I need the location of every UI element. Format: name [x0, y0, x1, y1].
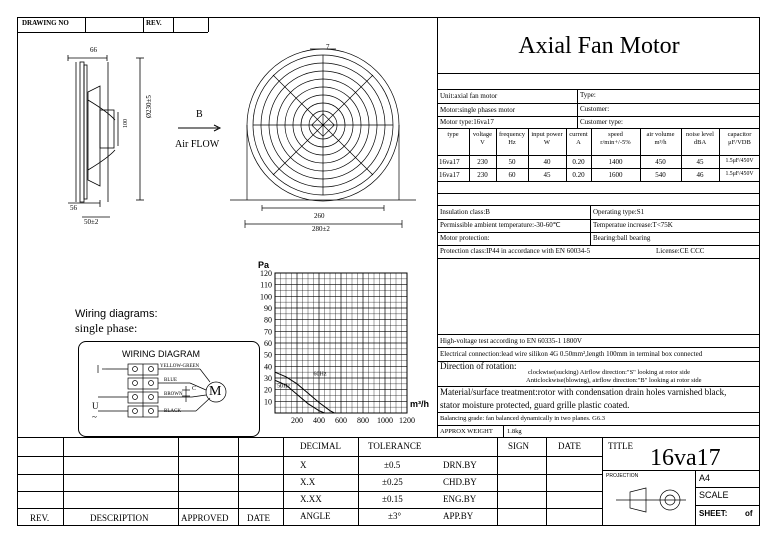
weight-value: 1.8kg [507, 428, 522, 435]
dim-50: 50±2 [84, 218, 99, 226]
spec-cell: 230 [477, 158, 488, 166]
wiring-diagram-title: WIRING DIAGRAM [122, 349, 200, 359]
airflow-b: B [196, 109, 203, 120]
spec-cell: 540 [655, 171, 666, 179]
x-tick-label: 200 [291, 416, 303, 425]
rev-column: REV. [30, 513, 50, 523]
sheet-label: SHEET: [699, 509, 728, 518]
spec-col-header: voltage V [472, 131, 493, 147]
unit-label: Unit:axial fan motor [440, 92, 498, 100]
protection: Motor protection: [440, 234, 490, 242]
wiring-heading-2: single phase: [75, 321, 138, 335]
y-tick-label: 10 [264, 397, 272, 407]
operating: Operating type:S1 [593, 208, 645, 216]
electrical: Electrical connection:lead wire silikon 4G 0.50mm²,length 100mm in terminal box connected [440, 350, 703, 358]
supply-tilde: ~ [92, 412, 97, 422]
date-header: DATE [558, 441, 581, 451]
x-axis-label: m³/h [410, 399, 429, 409]
drn-by: DRN.BY [443, 460, 477, 470]
rotation-ccw: Anticlockwise(blowing), airflow direction:"B" looking ai rotor side [526, 377, 702, 384]
customer-type-label: Customer type: [580, 118, 623, 126]
tol-angle: ±3° [388, 511, 402, 521]
spec-cell: 60 [508, 171, 516, 179]
insulation: Insulation class:B [440, 208, 490, 216]
tolerance-header: TOLERANCE [368, 441, 422, 451]
spec-col-header: noise level dBA [686, 131, 714, 147]
hv-test: High-voltage test according to EN 60335-1 1800V [440, 337, 582, 345]
spec-cell: 16va17 [439, 158, 460, 166]
page-title: Axial Fan Motor [518, 33, 680, 59]
balancing: Balancing grade: fan balanced dynamically in two planes. G6.3 [440, 415, 605, 422]
y-tick-label: 30 [264, 374, 272, 383]
spec-cell: 45 [543, 171, 551, 179]
motor-m: M [209, 384, 222, 399]
spec-col-header: current A [569, 131, 588, 147]
spec-col-header: speed r/min+/-5% [600, 131, 631, 147]
title-label: TITLE [608, 441, 633, 451]
spec-col-header: frequency Hz [499, 131, 525, 147]
dec-angle: ANGLE [300, 511, 331, 521]
license: License:CE CCC [656, 247, 705, 255]
approved-column: APPROVED [181, 513, 229, 523]
tol-xx: ±0.25 [382, 477, 403, 487]
x-tick-label: 600 [335, 416, 347, 425]
wire-yellow-green: YELLOW-GREEN [160, 364, 200, 369]
weight-label: APPROX WEIGHT [440, 428, 493, 435]
y-tick-label: 110 [260, 280, 272, 290]
spec-col-header: input power W [531, 131, 563, 147]
x-tick-label: 1000 [377, 416, 393, 425]
spec-col-header: type [447, 131, 459, 138]
dim-7: 7 [326, 43, 330, 51]
customer-label: Customer: [580, 105, 610, 113]
spec-cell: 230 [477, 171, 488, 179]
spec-cell: 1.5μF/450V [725, 158, 754, 164]
model-number: 16va17 [650, 445, 721, 471]
description-column: DESCRIPTION [90, 513, 149, 523]
x-tick-label: 400 [313, 416, 325, 425]
spec-cell: 50 [508, 158, 516, 166]
tol-x: ±0.5 [384, 460, 401, 470]
spec-cell: 1.5μF/450V [725, 171, 754, 177]
wire-blue: BLUE [164, 378, 178, 383]
sign-header: SIGN [508, 441, 530, 451]
spec-cell: 16va17 [439, 171, 460, 179]
dec-xxx: X.XX [300, 494, 322, 504]
y-tick-label: 120 [260, 269, 272, 278]
x-tick-label: 1200 [399, 416, 415, 425]
sheet-of: of [745, 509, 753, 518]
dim-66: 66 [90, 46, 97, 54]
y-tick-label: 100 [260, 292, 272, 302]
decimal-header: DECIMAL [300, 441, 341, 451]
series-label: 50Hz [277, 383, 291, 390]
projection-label: PROJECTION [606, 473, 639, 479]
wiring-heading-1: Wiring diagrams: [75, 308, 158, 320]
dim-280: 280±2 [312, 225, 330, 233]
y-tick-label: 50 [264, 350, 272, 360]
rev-label: REV. [146, 19, 162, 27]
ambient: Permissible ambient temperature:-30-60℃ [440, 221, 561, 229]
y-tick-label: 80 [264, 315, 272, 325]
spec-cell: 450 [655, 158, 666, 166]
material-1: Material/surface treatment:rotor with condensation drain holes varnished black, [440, 387, 727, 397]
spec-cell: 1600 [608, 171, 623, 179]
spec-col-header: capacitor μF/VDB [727, 131, 752, 147]
drawing-no-label: DRAWING NO [22, 19, 69, 27]
spec-cell: 45 [696, 158, 704, 166]
dec-xx: X.X [300, 477, 316, 487]
type-label: Type: [580, 91, 596, 99]
paper-size: A4 [699, 473, 711, 483]
dim-260: 260 [314, 212, 325, 220]
spec-col-header: air volume m³/h [646, 131, 675, 147]
dim-100: 100 [123, 119, 129, 128]
y-tick-label: 70 [264, 327, 272, 337]
app-by: APP.BY [443, 511, 474, 521]
y-tick-label: 40 [264, 362, 272, 372]
eng-by: ENG.BY [443, 494, 477, 504]
y-axis-label: Pa [258, 260, 270, 270]
scale-label: SCALE [699, 490, 729, 500]
spec-cell: 46 [696, 171, 704, 179]
spec-cell: 0.20 [572, 158, 585, 166]
series-label: 60Hz [313, 371, 327, 378]
motor-type-label: Motor type:16va17 [440, 118, 494, 126]
dec-x: X [300, 460, 307, 470]
motor-label: Motor:single phases motor [440, 106, 516, 114]
wire-black: BLACK [164, 409, 181, 414]
x-tick-label: 800 [357, 416, 369, 425]
bearing: Bearing:ball bearing [593, 234, 651, 242]
tol-xxx: ±0.15 [382, 494, 403, 504]
rotation-cw: clockwise(sucking) Airflow direction:"S" looking at rotor side [528, 369, 690, 376]
spec-cell: 0.20 [572, 171, 585, 179]
protection-class: Protection class:IP44 in accordance with EN 60034-5 [440, 247, 591, 255]
wire-brown: BROWN [164, 392, 183, 397]
y-tick-label: 60 [264, 339, 272, 348]
y-tick-label: 20 [264, 385, 272, 395]
spec-cell: 40 [543, 158, 551, 166]
airflow-label: Air FLOW [175, 139, 220, 150]
spec-cell: 1400 [608, 158, 623, 166]
chd-by: CHD.BY [443, 477, 477, 487]
temp-increase: Temperatue increase:T<75K [593, 221, 673, 229]
supply-u: U [92, 401, 99, 411]
rotation-title: Direction of rotation: [440, 361, 517, 371]
dim-230: Ø230±5 [145, 95, 153, 118]
material-2: stator moisture protected, guard grille plastic coated. [440, 400, 630, 410]
capacitor-c: C [192, 386, 197, 392]
date-column: DATE [247, 513, 270, 523]
dim-56: 56 [70, 204, 77, 212]
y-tick-label: 90 [264, 304, 272, 313]
